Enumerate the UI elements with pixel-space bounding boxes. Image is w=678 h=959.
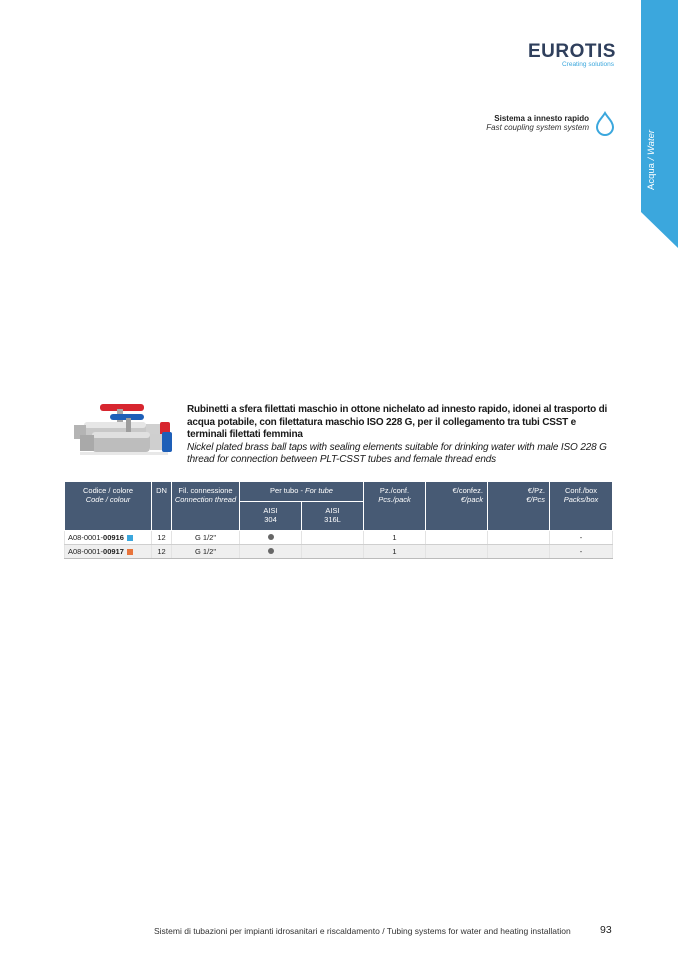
cell-thread: G 1/2" [172,531,240,545]
cell-eur-pcs [488,531,550,545]
product-description [187,404,612,467]
cell-pcs-pack: 1 [364,545,426,559]
cell-pcs-pack: 1 [364,531,426,545]
cell-dn: 12 [152,531,172,545]
cell-aisi-316l [302,545,364,559]
availability-dot-icon [268,534,274,540]
cell-packs-box: - [550,531,613,545]
header-per-tube: Per tubo - For tube [240,482,364,502]
footer-text: Sistemi di tubazioni per impianti idrosanitari e riscaldamento / Tubing systems for water and heating installation [154,926,571,936]
system-title-en: Fast coupling system system [486,123,589,132]
header-pcs-pack: Pz./conf. Pcs./pack [364,482,426,531]
cell-aisi-304 [240,531,302,545]
availability-dot-icon [268,548,274,554]
section-tab [641,0,678,248]
water-drop-icon [593,111,617,137]
cell-aisi-316l [302,531,364,545]
header-code: Codice / colore Code / colour [65,482,152,531]
brand-tagline: Creating solutions [561,61,614,68]
system-title-it: Sistema a innesto rapido [494,114,589,123]
cell-aisi-304 [240,545,302,559]
product-table [64,481,613,559]
cell-thread: G 1/2" [172,545,240,559]
header-aisi-316l: AISI 316L [302,502,364,531]
cell-eur-pcs [488,545,550,559]
table-row [65,531,613,545]
section-tab-label: Acqua / Water [646,129,657,190]
cell-code: A08-0001-00916 [65,531,152,545]
header-packs-box: Conf./box Packs/box [550,482,613,531]
cell-code: A08-0001-00917 [65,545,152,559]
color-swatch [127,549,133,555]
page-number: 93 [600,924,612,936]
table-row [65,545,613,559]
cell-eur-pack [426,531,488,545]
header-thread: Fil. connessione Connection thread [172,482,240,531]
brand-logo: EUROTIS Creating solutions [528,41,616,68]
header-aisi-304: AISI 304 [240,502,302,531]
color-swatch [127,535,133,541]
cell-dn: 12 [152,545,172,559]
header-dn: DN [152,482,172,531]
system-heading [486,114,589,132]
description-it: Rubinetti a sfera filettati maschio in ottone nichelato ad innesto rapido, idonei al trasporto di acqua potabile, con filettatura maschio ISO 228 G, per il collegamento tra tubi CSST e terminali filettati femmina [187,404,608,440]
product-image [70,400,178,466]
cell-eur-pack [426,545,488,559]
description-en: Nickel plated brass ball taps with sealing elements suitable for drinking water with male ISO 228 G thread for connection between PLT-CSST tubes and female thread ends [187,441,607,465]
header-eur-pcs: €/Pz. €/Pcs [488,482,550,531]
header-eur-pack: €/confez. €/pack [426,482,488,531]
cell-packs-box: - [550,545,613,559]
